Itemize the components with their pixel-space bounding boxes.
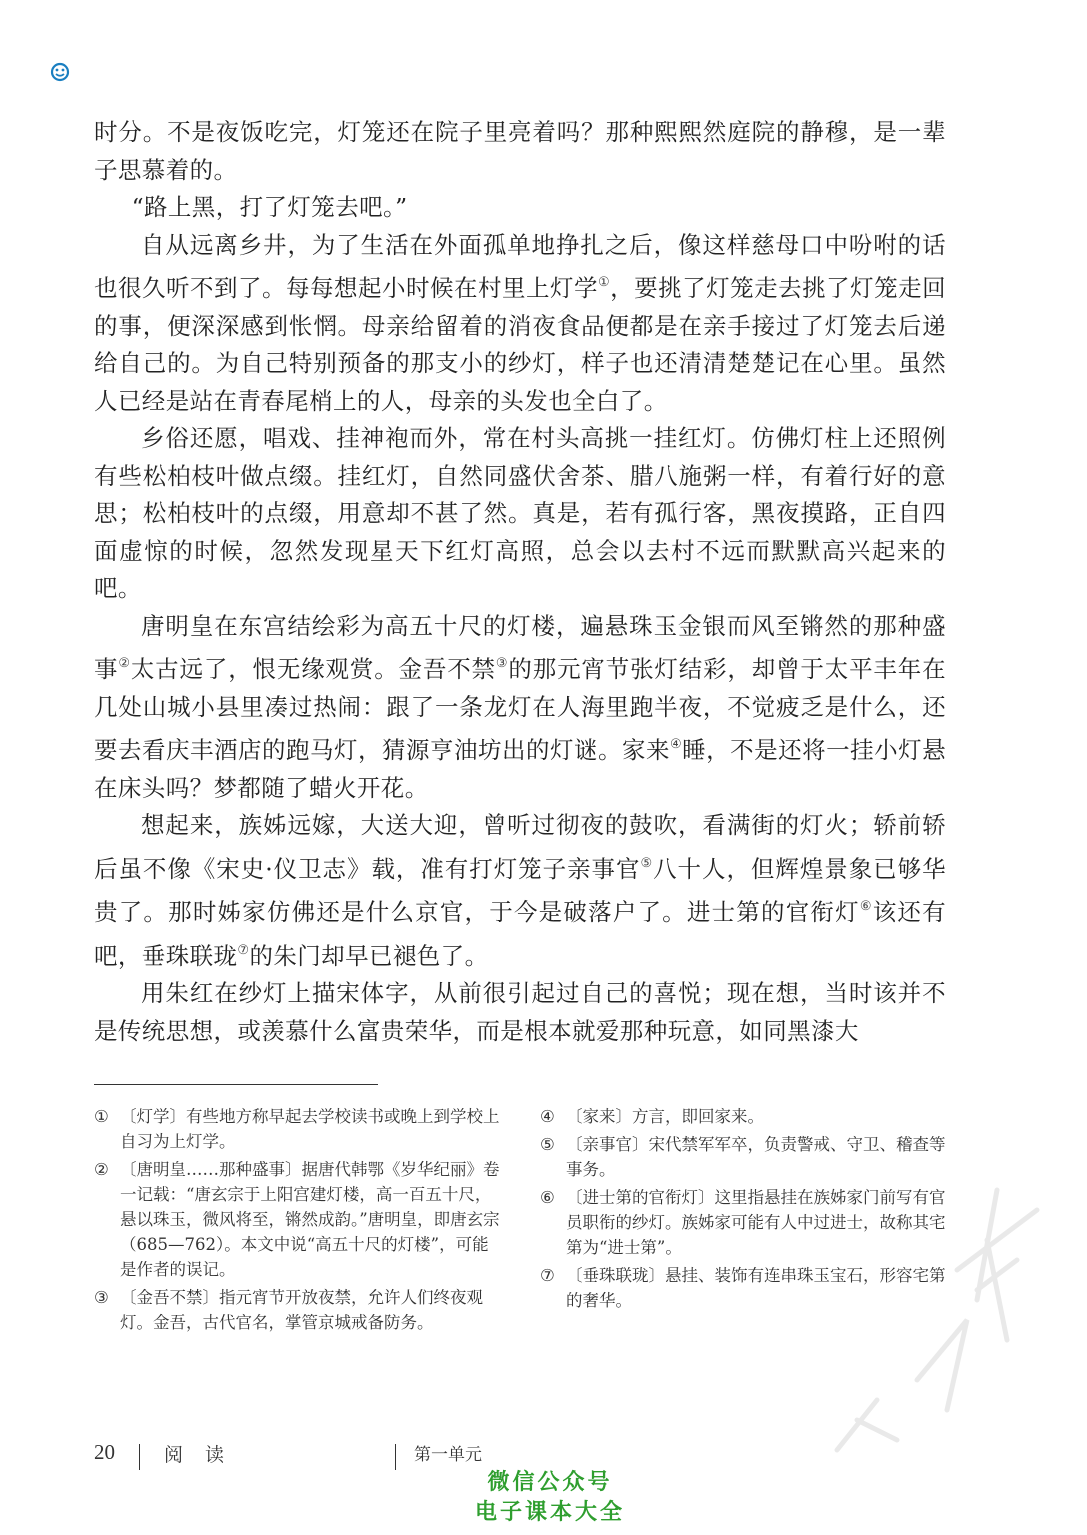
footnote-ref-1[interactable]: ① xyxy=(597,275,611,290)
footnote-number: ③ xyxy=(94,1288,109,1307)
footnote-text: 〔灯学〕有些地方称早起去学校读书或晚上到学校上自习为上灯学。 xyxy=(120,1107,500,1151)
footnote-text: 〔家来〕方言，即回家来。 xyxy=(566,1107,764,1126)
footnote-7 xyxy=(540,1263,950,1313)
unit-label: 第一单元 xyxy=(414,1445,482,1465)
footnote-text: 〔唐明皇……那种盛事〕据唐代韩鄂《岁华纪丽》卷一记载：“唐玄宗于上阳宫建灯楼，高一百五十尺，悬以珠玉，微风将至，锵然成韵。”唐明皇，即唐玄宗（685—762）。本文中说“高五十尺的灯楼”，可能是作者的误记。 xyxy=(120,1160,500,1279)
paragraph-1: 时分。不是夜饭吃完，灯笼还在院子里亮着吗？那种熙熙然庭院的静穆，是一辈子思慕着的。 xyxy=(94,118,946,184)
footnote-number: ⑥ xyxy=(540,1188,555,1207)
main-article-text xyxy=(94,114,946,1050)
footnote-ref-2[interactable]: ② xyxy=(118,656,131,671)
footer-divider xyxy=(395,1444,396,1470)
overlay-line-2: 电子课本大全 xyxy=(474,1500,625,1525)
footnote-ref-6[interactable]: ⑥ xyxy=(859,899,873,914)
footnote-text: 〔亲事官〕宋代禁军军卒，负责警戒、守卫、稽查等事务。 xyxy=(566,1135,946,1179)
footnote-4 xyxy=(540,1104,950,1129)
footnote-text: 〔金吾不禁〕指元宵节开放夜禁，允许人们终夜观灯。金吾，古代官名，掌管京城戒备防务。 xyxy=(120,1288,483,1332)
footnote-number: ① xyxy=(94,1107,109,1126)
footnote-ref-7[interactable]: ⑦ xyxy=(237,942,250,958)
footnote-text: 〔垂珠联珑〕悬挂、装饰有连串珠玉宝石，形容宅第的奢华。 xyxy=(566,1266,946,1310)
section-label: 阅 读 xyxy=(164,1444,233,1466)
footnote-3 xyxy=(94,1285,504,1335)
footnote-number: ⑦ xyxy=(540,1266,555,1285)
footnote-number: ④ xyxy=(540,1107,555,1126)
paragraph-3: 自从远离乡井，为了生活在外面孤单地挣扎之后，像这样慈母口中吩咐的话也很久听不到了。每每想起小时候在村里上灯学①，要挑了灯笼走去挑了灯笼走回的事，便深深感到怅惘。母亲给留着的消夜食品便都是在亲手接过了灯笼去后递给自己的。为自己特别预备的那支小的纱灯，样子也还清清楚楚记在心里。虽然人已经是站在青春尾梢上的人，母亲的头发也全白了。 xyxy=(94,230,946,415)
footnote-1 xyxy=(94,1104,504,1154)
footnote-5 xyxy=(540,1132,950,1182)
paragraph-7: 用朱红在纱灯上描宋体字，从前很引起过自己的喜悦；现在想，当时该并不是传统思想，或羡慕什么富贵荣华，而是根本就爱那种玩意，如同黑漆大 xyxy=(94,979,946,1045)
footnote-ref-5[interactable]: ⑤ xyxy=(640,855,654,871)
paragraph-2-quote: “路上黑，打了灯笼去吧。” xyxy=(131,193,408,221)
overlay-line-1: 微信公众号 xyxy=(487,1470,613,1495)
paragraph-4: 乡俗还愿，唱戏、挂神袍而外，常在村头高挑一挂红灯。仿佛灯柱上还照例有些松柏枝叶做点缀。挂红灯，自然同盛伏舍茶、腊八施粥一样，有着行好的意思；松柏枝叶的点缀，用意却不甚了然。真是，若有孤行客，黑夜摸路，正自四面虚惊的时候，忽然发现星天下红灯高照，总会以去村不远而默默高兴起来的吧。 xyxy=(94,424,946,602)
smiley-face-icon xyxy=(50,62,70,82)
footnote-text: 〔进士第的官衔灯〕这里指悬挂在族姊家门前写有官员职衔的纱灯。族姊家可能有人中过进士，故称其宅第为“进士第”。 xyxy=(566,1188,946,1257)
footnote-ref-3[interactable]: ③ xyxy=(495,656,509,671)
wechat-account-overlay xyxy=(440,1468,660,1528)
paragraph-5: 唐明皇在东宫结绘彩为高五十尺的灯楼，遍悬珠玉金银而风至锵然的那种盛事②太古远了，恨无缘观赏。金吾不禁③的那元宵节张灯结彩，却曾于太平丰年在几处山城小县里凑过热闹：跟了一条龙灯在人海里跑半夜，不觉疲乏是什么，还要去看庆丰酒店的跑马灯，猜源亨油坊出的灯谜。家来④睡，不是还将一挂小灯悬在床头吗？梦都随了蜡火开花。 xyxy=(94,611,947,802)
footnote-number: ② xyxy=(94,1160,109,1179)
paragraph-6: 想起来，族姊远嫁，大送大迎，曾听过彻夜的鼓吹，看满街的灯火；轿前轿后虽不像《宋史·仪卫志》载，准有打灯笼子亲事官⑤八十人，但辉煌景象已够华贵了。那时姊家仿佛还是什么京官，于今是破落户了。进士第的官衔灯⑥该还有吧，垂珠联珑⑦的朱门却早已褪色了。 xyxy=(94,811,946,970)
footnote-6 xyxy=(540,1185,950,1260)
footnote-ref-4[interactable]: ④ xyxy=(669,737,683,752)
footnotes-right-column xyxy=(540,1104,950,1316)
footer-divider xyxy=(139,1444,140,1470)
page-number: 20 xyxy=(94,1440,115,1464)
footnote-divider xyxy=(94,1084,378,1085)
footnote-2 xyxy=(94,1157,504,1282)
footnotes-left-column xyxy=(94,1104,504,1338)
footnote-number: ⑤ xyxy=(540,1135,555,1154)
